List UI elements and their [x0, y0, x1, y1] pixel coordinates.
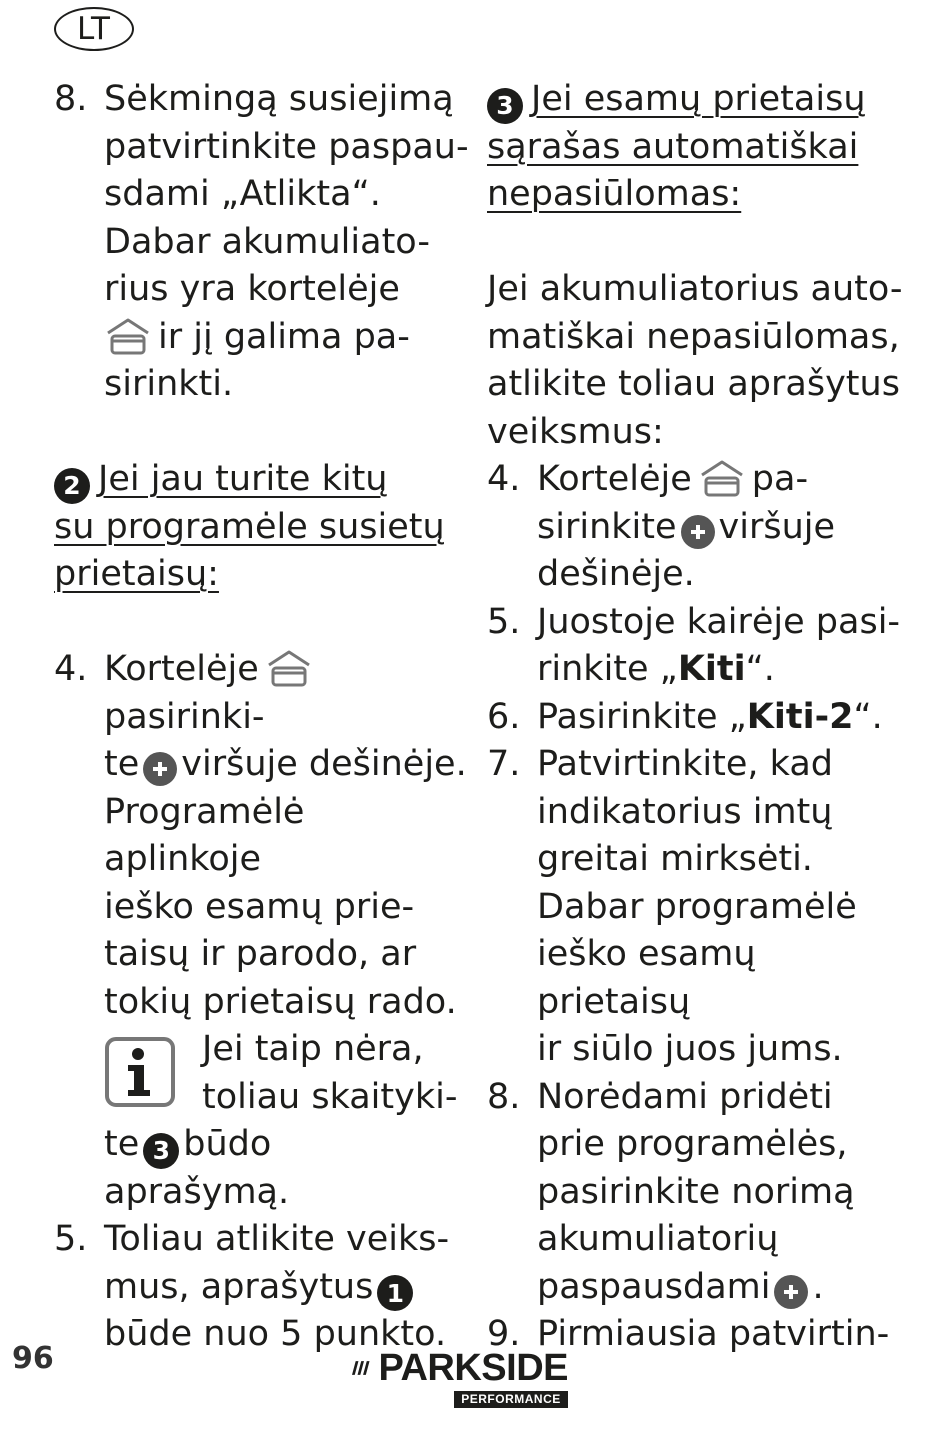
text-line: Pirmiausia patvirtin-	[537, 1314, 890, 1354]
home-icon	[265, 648, 313, 688]
text-line: greitai mirksėti.	[537, 839, 813, 879]
right-column	[487, 76, 907, 1359]
text-line: Dabar programėlė	[537, 886, 857, 927]
text-line: ir siūlo juos jums.	[537, 1029, 843, 1069]
text-line: akumuliatorių	[537, 1219, 779, 1259]
number-1-circle-icon: 1	[377, 1275, 413, 1311]
text-line: Programėlė aplinkoje	[104, 791, 305, 879]
text-line: Dabar akumuliato-	[104, 221, 430, 262]
step-number: 8.	[54, 79, 88, 119]
text-line: Jei akumuliatorius auto-	[487, 269, 903, 309]
text-line: rius yra kortelėje	[104, 269, 400, 309]
brand-subtitle: PERFORMANCE	[454, 1391, 568, 1408]
text-line: atlikite toliau aprašytus	[487, 364, 900, 404]
text-line: veiksmus:	[487, 411, 664, 452]
step-number: 6.	[487, 696, 521, 737]
text-line: ieško esamų prie-	[104, 886, 415, 927]
home-icon	[104, 316, 152, 356]
plus-circle-icon	[774, 1275, 808, 1309]
step-number: 5.	[54, 1219, 88, 1259]
text-line: Norėdami pridėti	[537, 1076, 833, 1117]
text-line: Sėkmingą susiejimą	[104, 79, 454, 119]
step-number: 7.	[487, 744, 521, 784]
text-line: aprašymą.	[104, 1171, 290, 1212]
brand-name: PARKSIDE	[378, 1347, 568, 1389]
text-line: patvirtinkite paspau-	[104, 126, 469, 167]
left-column	[54, 76, 469, 1359]
text-line: sdami „Atlikta“.	[104, 174, 381, 214]
left-step-8	[54, 76, 469, 409]
section-2-heading: 2 Jei jau turite kitų su programėle susietų prietaisų:	[54, 459, 445, 594]
text-line: Jei taip nėra,	[202, 1029, 424, 1069]
text-line: būde nuo 5 punkto.	[104, 1314, 447, 1354]
text-line: matiškai nepasiūlomas,	[487, 316, 900, 357]
info-icon	[104, 1036, 176, 1108]
right-step-4: 4. Kortelėje pa- sirinkite viršuje dešinėje.	[487, 456, 907, 599]
plus-circle-icon	[143, 752, 177, 786]
text-line: ieško esamų prietaisų	[537, 934, 756, 1022]
text-line: sirinkti.	[104, 364, 234, 404]
text-line: taisų ir parodo, ar	[104, 934, 417, 974]
plus-circle-icon	[681, 515, 715, 549]
text-line: ir jį galima pa-	[158, 316, 410, 357]
right-step-7	[487, 741, 907, 1074]
text-line: Toliau atlikite veiks-	[104, 1219, 450, 1259]
intro-paragraph	[487, 266, 907, 456]
section-3-heading: 3 Jei esamų prietaisų sąrašas automatiškai nepasiūlomas:	[487, 79, 866, 214]
info-note	[104, 1026, 469, 1121]
step-number: 4.	[487, 459, 521, 499]
page-number: 96	[12, 1341, 54, 1376]
number-2-circle-icon: 2	[54, 468, 90, 504]
text-line: Juostoje kairėje pasi-	[537, 601, 901, 642]
text-line: Patvirtinkite, kad	[537, 744, 833, 784]
text-line: dešinėje.	[537, 554, 695, 594]
step-number: 5.	[487, 601, 521, 642]
right-step-8: 8. Norėdami pridėti prie programėlės, pasirinkite norimą akumuliatorių paspausdami .	[487, 1074, 907, 1312]
slashes-logo-icon	[352, 1353, 370, 1383]
right-step-6: 6. Pasirinkite „Kiti-2“.	[487, 694, 907, 742]
step-number: 9.	[487, 1314, 521, 1354]
text-line: prie programėlės,	[537, 1124, 848, 1164]
number-3-circle-icon: 3	[143, 1133, 179, 1169]
right-step-5: 5. Juostoje kairėje pasi- rinkite „Kiti“.	[487, 599, 907, 694]
left-step-4: 4. Kortelėjepasirinki- te viršuje dešinėje. Programėlė aplinkoje ieško esamų prie- taisų ir parodo, ar tokių prietaisų rado. Jei taip nėra, toliau skaityki- te 3 būdo aprašymą.	[54, 646, 469, 1216]
step-number: 4.	[54, 649, 88, 689]
left-step-5: 5. Toliau atlikite veiks- mus, aprašytus 1 būde nuo 5 punkto.	[54, 1216, 469, 1359]
text-line: indikatorius imtų	[537, 791, 833, 832]
text-line: tokių prietaisų rado.	[104, 981, 457, 1022]
text-line: toliau skaityki-	[202, 1076, 458, 1117]
number-3-circle-icon: 3	[487, 88, 523, 124]
text-line: pasirinkite norimą	[537, 1171, 855, 1212]
language-badge: LT	[54, 7, 134, 51]
parkside-logo	[352, 1348, 568, 1408]
step-number: 8.	[487, 1076, 521, 1117]
home-icon	[698, 458, 746, 498]
